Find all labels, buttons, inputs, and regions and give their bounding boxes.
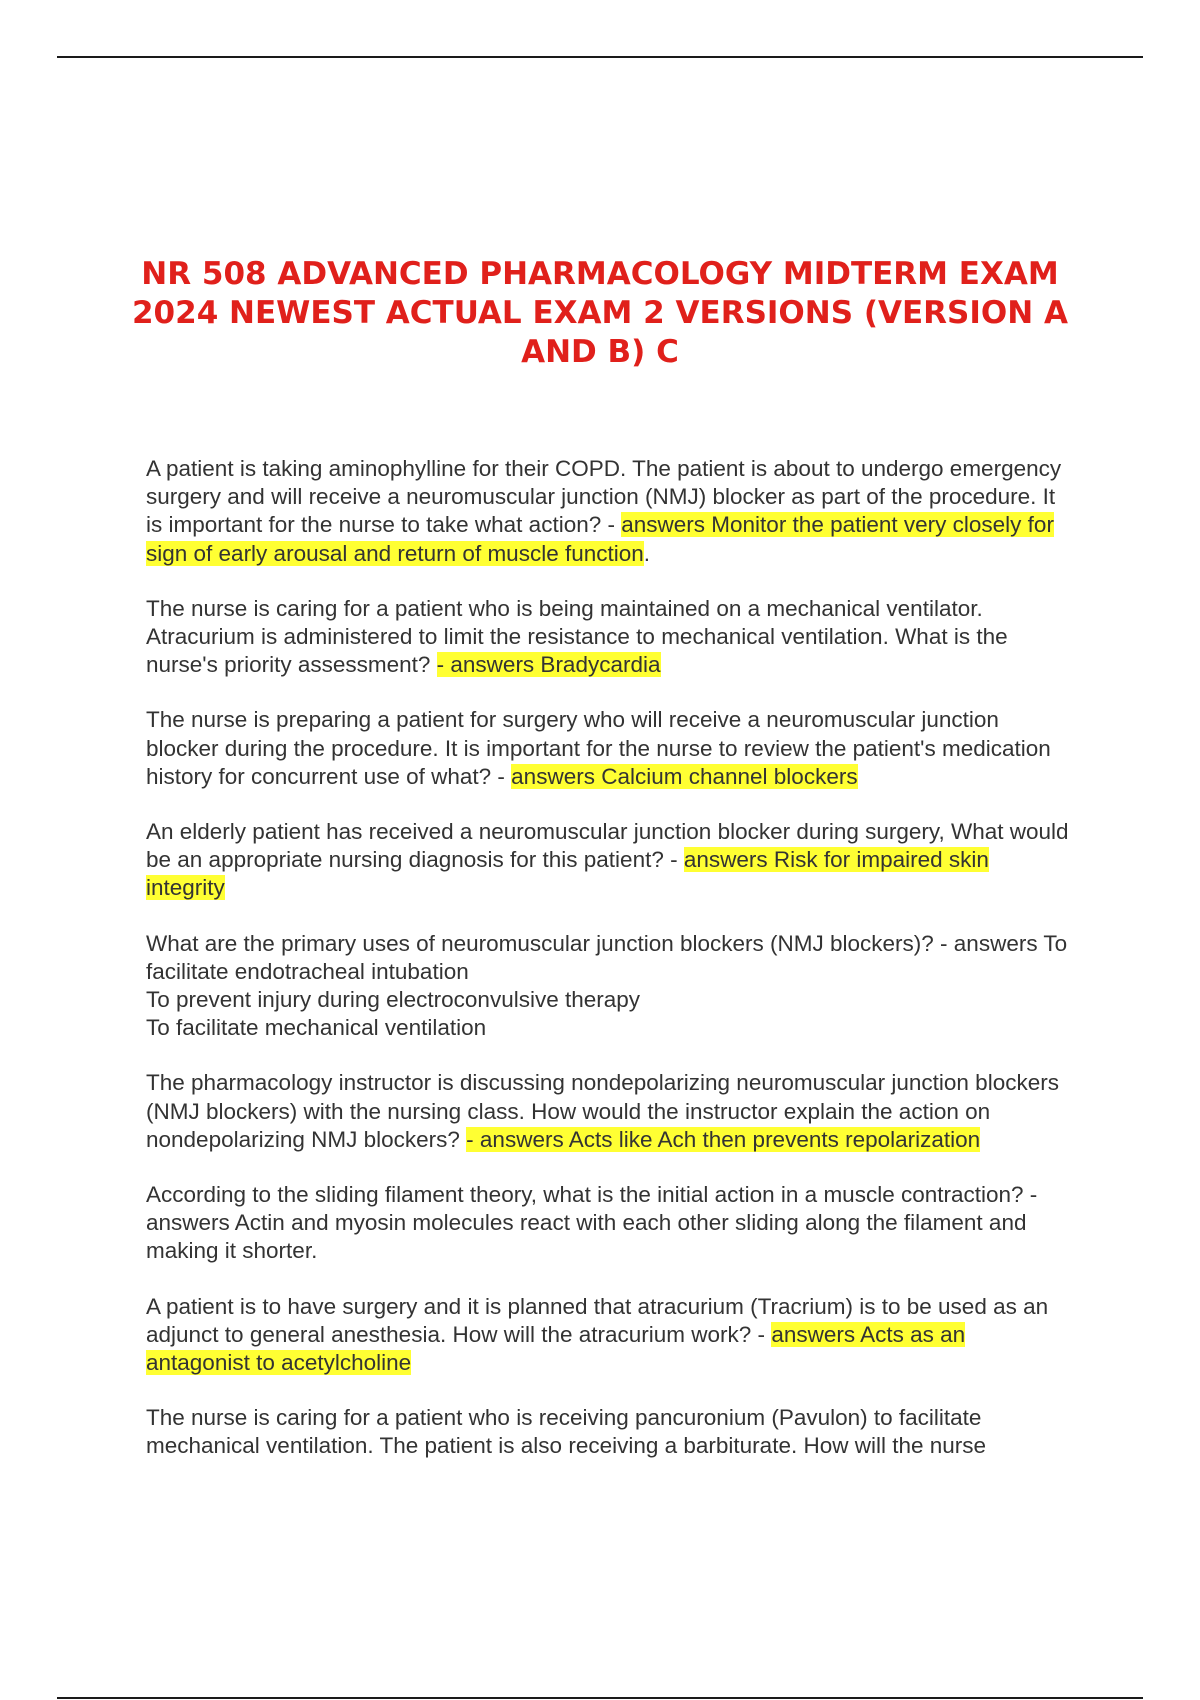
question-text: The nurse is caring for a patient who is being maintained on a mechanical ventilator. Atracurium is administered to limit the resistance to mechanical ventilation. What is the nurse's priority assessment? — [146, 595, 1008, 678]
question-text: According to the sliding filament theory, what is the initial action in a muscle contraction? - answers Actin and myosin molecules react with each other sliding along the filament and making it shorter. — [146, 1182, 1038, 1264]
question-text: A patient is taking aminophylline for their COPD. The patient is about to undergo emergency surgery and will receive a neuromuscular junction (NMJ) blocker as part of the procedure. It is important for the nurse to take what action? - — [146, 456, 1062, 538]
qa-item — [146, 1069, 1071, 1154]
highlighted-answer: - answers Bradycardia — [436, 652, 661, 678]
question-text: A patient is to have surgery and it is planned that atracurium (Tracrium) is to be used as an adjunct to general anesthesia. How will the atracurium work? - — [146, 1293, 1049, 1347]
question-text: The nurse is preparing a patient for surgery who will receive a neuromuscular junction blocker during the procedure. It is important for the nurse to review the patient's medication history for concurrent use of what? - — [146, 707, 1051, 789]
bottom-rule — [57, 1697, 1143, 1699]
trailing-text: . — [643, 540, 651, 566]
highlighted-answer: answers Monitor the patient very closely for sign of early arousal and return of muscle function — [146, 512, 1054, 566]
qa-item — [146, 1404, 1071, 1460]
qa-item — [146, 1293, 1071, 1378]
qa-item — [146, 818, 1071, 903]
question-text: The nurse is caring for a patient who is receiving pancuronium (Pavulon) to facilitate mechanical ventilation. The patient is also receiving a barbiturate. How will the nurse — [146, 1405, 987, 1459]
question-list — [146, 455, 1071, 1488]
qa-item — [146, 595, 1071, 680]
qa-item — [146, 455, 1071, 568]
question-text: The pharmacology instructor is discussing nondepolarizing neuromuscular junction blockers (NMJ blockers) with the nursing class. How would the instructor explain the action on nondepolarizing NMJ blockers? — [146, 1070, 1059, 1152]
top-rule — [57, 56, 1143, 58]
qa-item — [146, 1181, 1071, 1266]
question-text: An elderly patient has received a neuromuscular junction blocker during surgery, What would be an appropriate nursing diagnosis for this patient? - — [146, 819, 1069, 873]
qa-item — [146, 706, 1071, 791]
highlighted-answer: - answers Acts like Ach then prevents repolarization — [466, 1126, 981, 1152]
highlighted-answer: answers Acts as an antagonist to acetylcholine — [146, 1321, 966, 1376]
highlighted-answer: answers Risk for impaired skin integrity — [146, 847, 989, 901]
highlighted-answer: answers Calcium channel blockers — [511, 763, 858, 789]
qa-item — [146, 930, 1071, 1043]
document-title: NR 508 ADVANCED PHARMACOLOGY MIDTERM EXAM 2024 NEWEST ACTUAL EXAM 2 VERSIONS (VERSION A AND B) C — [131, 256, 1068, 370]
question-text: What are the primary uses of neuromuscular junction blockers (NMJ blockers)? - answers To facilitate endotracheal intubation To prevent injury during electroconvulsive therapy To facilitate mechanical ventilation — [146, 930, 1068, 1041]
